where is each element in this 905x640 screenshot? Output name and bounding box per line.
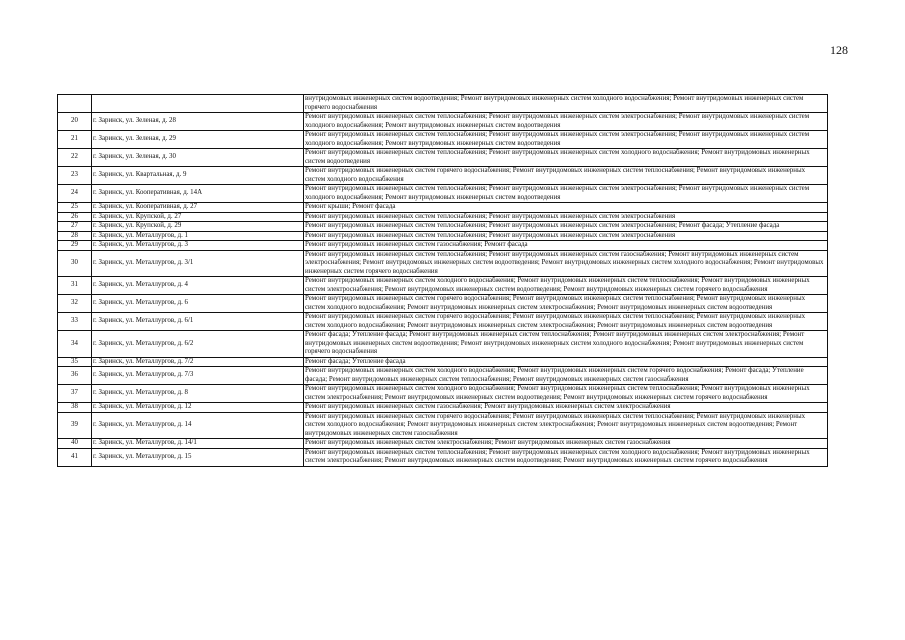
row-number: 21 — [58, 131, 92, 149]
row-address: г. Заринск, ул. Крупской, д. 29 — [92, 222, 304, 232]
table-row — [58, 212, 828, 222]
row-works: Ремонт внутридомовых инженерных систем горячего водоснабжения; Ремонт внутридомовых инженерных систем теплоснабжения; Ремонт внутридомовых инженерных систем холодного водоснабжения; Ремонт внутридомовых инженерных систем электроснабжения; Ремонт внутридомовых инженерных систем водоотведения — [304, 295, 828, 313]
row-works: Ремонт внутридомовых инженерных систем теплоснабжения; Ремонт внутридомовых инженерных систем электроснабжения; Ремонт внутридомовых инженерных систем холодного водоснабжения; Ремонт внутридомовых инженерных систем водоотведения — [304, 185, 828, 203]
table-row — [58, 403, 828, 413]
row-works: Ремонт внутридомовых инженерных систем теплоснабжения; Ремонт внутридомовых инженерных систем электроснабжения; Ремонт внутридомовых инженерных систем холодного водоснабжения; Ремонт внутридомовых инженерных систем водоотведения — [304, 131, 828, 149]
row-works: Ремонт внутридомовых инженерных систем горячего водоснабжения; Ремонт внутридомовых инженерных систем теплоснабжения; Ремонт внутридомовых инженерных систем холодного водоснабжения — [304, 167, 828, 185]
table-row — [58, 185, 828, 203]
row-works: Ремонт внутридомовых инженерных систем холодного водоснабжения; Ремонт внутридомовых инженерных систем теплоснабжения; Ремонт внутридомовых инженерных систем электроснабжения; Ремонт внутридомовых инженерных систем водоотведения; Ремонт внутридомовых инженерных систем горячего водоснабжения — [304, 385, 828, 403]
table-row — [58, 357, 828, 367]
row-number: 35 — [58, 357, 92, 367]
row-number: 29 — [58, 241, 92, 251]
row-address: г. Заринск, ул. Металлургов, д. 6 — [92, 295, 304, 313]
table-row — [58, 313, 828, 331]
row-works: Ремонт внутридомовых инженерных систем теплоснабжения; Ремонт внутридомовых инженерных систем газоснабжения; Ремонт внутридомовых инженерных систем электроснабжения; Ремонт внутридомовых инженерных систем водоотведения; Ремонт внутридомовых инженерных систем холодного водоснабжения; Ремонт внутридомовых инженерных систем горячего водоснабжения — [304, 250, 828, 277]
row-works: Ремонт внутридомовых инженерных систем холодного водоснабжения; Ремонт внутридомовых инженерных систем теплоснабжения; Ремонт внутридомовых инженерных систем электроснабжения; Ремонт внутридомовых инженерных систем водоотведения; Ремонт внутридомовых инженерных систем горячего водоснабжения — [304, 277, 828, 295]
row-number — [58, 95, 92, 113]
row-works: Ремонт внутридомовых инженерных систем теплоснабжения; Ремонт внутридомовых инженерных систем холодного водоснабжения; Ремонт внутридомовых инженерных систем электроснабжения; Ремонт внутридомовых инженерных систем водоотведения; Ремонт внутридомовых инженерных систем горячего водоснабжения — [304, 448, 828, 466]
row-works: Ремонт внутридомовых инженерных систем теплоснабжения; Ремонт внутридомовых инженерных систем электроснабжения — [304, 212, 828, 222]
row-address: г. Заринск, ул. Металлургов, д. 3/1 — [92, 250, 304, 277]
table-row — [58, 367, 828, 385]
row-works: Ремонт внутридомовых инженерных систем электроснабжения; Ремонт внутридомовых инженерных систем газоснабжения — [304, 439, 828, 449]
row-works: Ремонт внутридомовых инженерных систем газоснабжения; Ремонт внутридомовых инженерных систем электроснабжения — [304, 403, 828, 413]
row-address: г. Заринск, ул. Квартальная, д. 9 — [92, 167, 304, 185]
row-address: г. Заринск, ул. Зеленая, д. 29 — [92, 131, 304, 149]
row-works: Ремонт внутридомовых инженерных систем газоснабжения; Ремонт фасада — [304, 241, 828, 251]
row-works: Ремонт внутридомовых инженерных систем горячего водоснабжения; Ремонт внутридомовых инженерных систем теплоснабжения; Ремонт внутридомовых инженерных систем холодного водоснабжения; Ремонт внутридомовых инженерных систем электроснабжения; Ремонт внутридомовых инженерных систем водоотведения — [304, 313, 828, 331]
row-number: 39 — [58, 412, 92, 439]
page-number: 128 — [830, 43, 848, 57]
row-works: внутридомовых инженерных систем водоотведения; Ремонт внутридомовых инженерных систем холодного водоснабжения; Ремонт внутридомовых инженерных систем горячего водоснабжения — [304, 95, 828, 113]
table-row — [58, 448, 828, 466]
table-row — [58, 241, 828, 251]
table-row — [58, 385, 828, 403]
row-address: г. Заринск, ул. Металлургов, д. 3 — [92, 241, 304, 251]
row-number: 20 — [58, 113, 92, 131]
repair-works-table — [57, 94, 828, 467]
row-works: Ремонт внутридомовых инженерных систем теплоснабжения; Ремонт внутридомовых инженерных систем электроснабжения; Ремонт фасада; Утепление фасада — [304, 222, 828, 232]
table-row — [58, 331, 828, 358]
table-row — [58, 203, 828, 213]
row-number: 27 — [58, 222, 92, 232]
row-address: г. Заринск, ул. Зеленая, д. 30 — [92, 149, 304, 167]
table-body — [58, 95, 828, 467]
row-works: Ремонт фасада; Утепление фасада — [304, 357, 828, 367]
row-number: 30 — [58, 250, 92, 277]
row-address: г. Заринск, ул. Металлургов, д. 7/2 — [92, 357, 304, 367]
row-address — [92, 95, 304, 113]
row-address: г. Заринск, ул. Металлургов, д. 6/1 — [92, 313, 304, 331]
row-number: 22 — [58, 149, 92, 167]
row-address: г. Заринск, ул. Металлургов, д. 1 — [92, 231, 304, 241]
table-row — [58, 167, 828, 185]
row-number: 23 — [58, 167, 92, 185]
table-row — [58, 439, 828, 449]
row-works: Ремонт внутридомовых инженерных систем холодного водоснабжения; Ремонт внутридомовых инженерных систем горячего водоснабжения; Ремонт фасада; Утепление фасада; Ремонт внутридомовых инженерных систем теплоснабжения; Ремонт внутридомовых инженерных систем газоснабжения — [304, 367, 828, 385]
table-row — [58, 149, 828, 167]
row-address: г. Заринск, ул. Металлургов, д. 7/3 — [92, 367, 304, 385]
row-number: 24 — [58, 185, 92, 203]
row-works: Ремонт фасада; Утепление фасада; Ремонт внутридомовых инженерных систем теплоснабжения; Ремонт внутридомовых инженерных систем электроснабжения; Ремонт внутридомовых инженерных систем водоотведения; Ремонт внутридомовых инженерных систем холодного водоснабжения; Ремонт внутридомовых инженерных систем горячего водоснабжения — [304, 331, 828, 358]
row-works: Ремонт внутридомовых инженерных систем теплоснабжения; Ремонт внутридомовых инженерных систем электроснабжения; Ремонт внутридомовых инженерных систем холодного водоснабжения; Ремонт внутридомовых инженерных систем водоотведения — [304, 113, 828, 131]
row-address: г. Заринск, ул. Крупской, д. 27 — [92, 212, 304, 222]
table-row — [58, 131, 828, 149]
row-number: 25 — [58, 203, 92, 213]
row-address: г. Заринск, ул. Кооперативная, д. 14А — [92, 185, 304, 203]
row-number: 34 — [58, 331, 92, 358]
row-works: Ремонт внутридомовых инженерных систем теплоснабжения; Ремонт внутридомовых инженерных систем электроснабжения — [304, 231, 828, 241]
row-works: Ремонт внутридомовых инженерных систем горячего водоснабжения; Ремонт внутридомовых инженерных систем теплоснабжения; Ремонт внутридомовых инженерных систем холодного водоснабжения; Ремонт внутридомовых инженерных систем электроснабжения; Ремонт внутридомовых инженерных систем водоотведения; Ремонт внутридомовых инженерных систем газоснабжения — [304, 412, 828, 439]
row-number: 26 — [58, 212, 92, 222]
row-number: 38 — [58, 403, 92, 413]
row-address: г. Заринск, ул. Металлургов, д. 8 — [92, 385, 304, 403]
row-address: г. Заринск, ул. Металлургов, д. 12 — [92, 403, 304, 413]
table-row — [58, 222, 828, 232]
row-address: г. Заринск, ул. Металлургов, д. 14/1 — [92, 439, 304, 449]
row-number: 33 — [58, 313, 92, 331]
row-address: г. Заринск, ул. Кооперативная, д. 27 — [92, 203, 304, 213]
row-number: 40 — [58, 439, 92, 449]
table-row — [58, 95, 828, 113]
row-number: 28 — [58, 231, 92, 241]
table-row — [58, 295, 828, 313]
row-number: 37 — [58, 385, 92, 403]
table-row — [58, 250, 828, 277]
row-address: г. Заринск, ул. Металлургов, д. 15 — [92, 448, 304, 466]
row-works: Ремонт внутридомовых инженерных систем теплоснабжения; Ремонт внутридомовых инженерных систем холодного водоснабжения; Ремонт внутридомовых инженерных систем водоотведения — [304, 149, 828, 167]
row-number: 41 — [58, 448, 92, 466]
table-row — [58, 412, 828, 439]
row-address: г. Заринск, ул. Зеленая, д. 28 — [92, 113, 304, 131]
row-works: Ремонт крыши; Ремонт фасада — [304, 203, 828, 213]
row-address: г. Заринск, ул. Металлургов, д. 14 — [92, 412, 304, 439]
table-row — [58, 277, 828, 295]
row-number: 32 — [58, 295, 92, 313]
row-number: 31 — [58, 277, 92, 295]
row-address: г. Заринск, ул. Металлургов, д. 4 — [92, 277, 304, 295]
row-address: г. Заринск, ул. Металлургов, д. 6/2 — [92, 331, 304, 358]
row-number: 36 — [58, 367, 92, 385]
table-row — [58, 113, 828, 131]
table-row — [58, 231, 828, 241]
